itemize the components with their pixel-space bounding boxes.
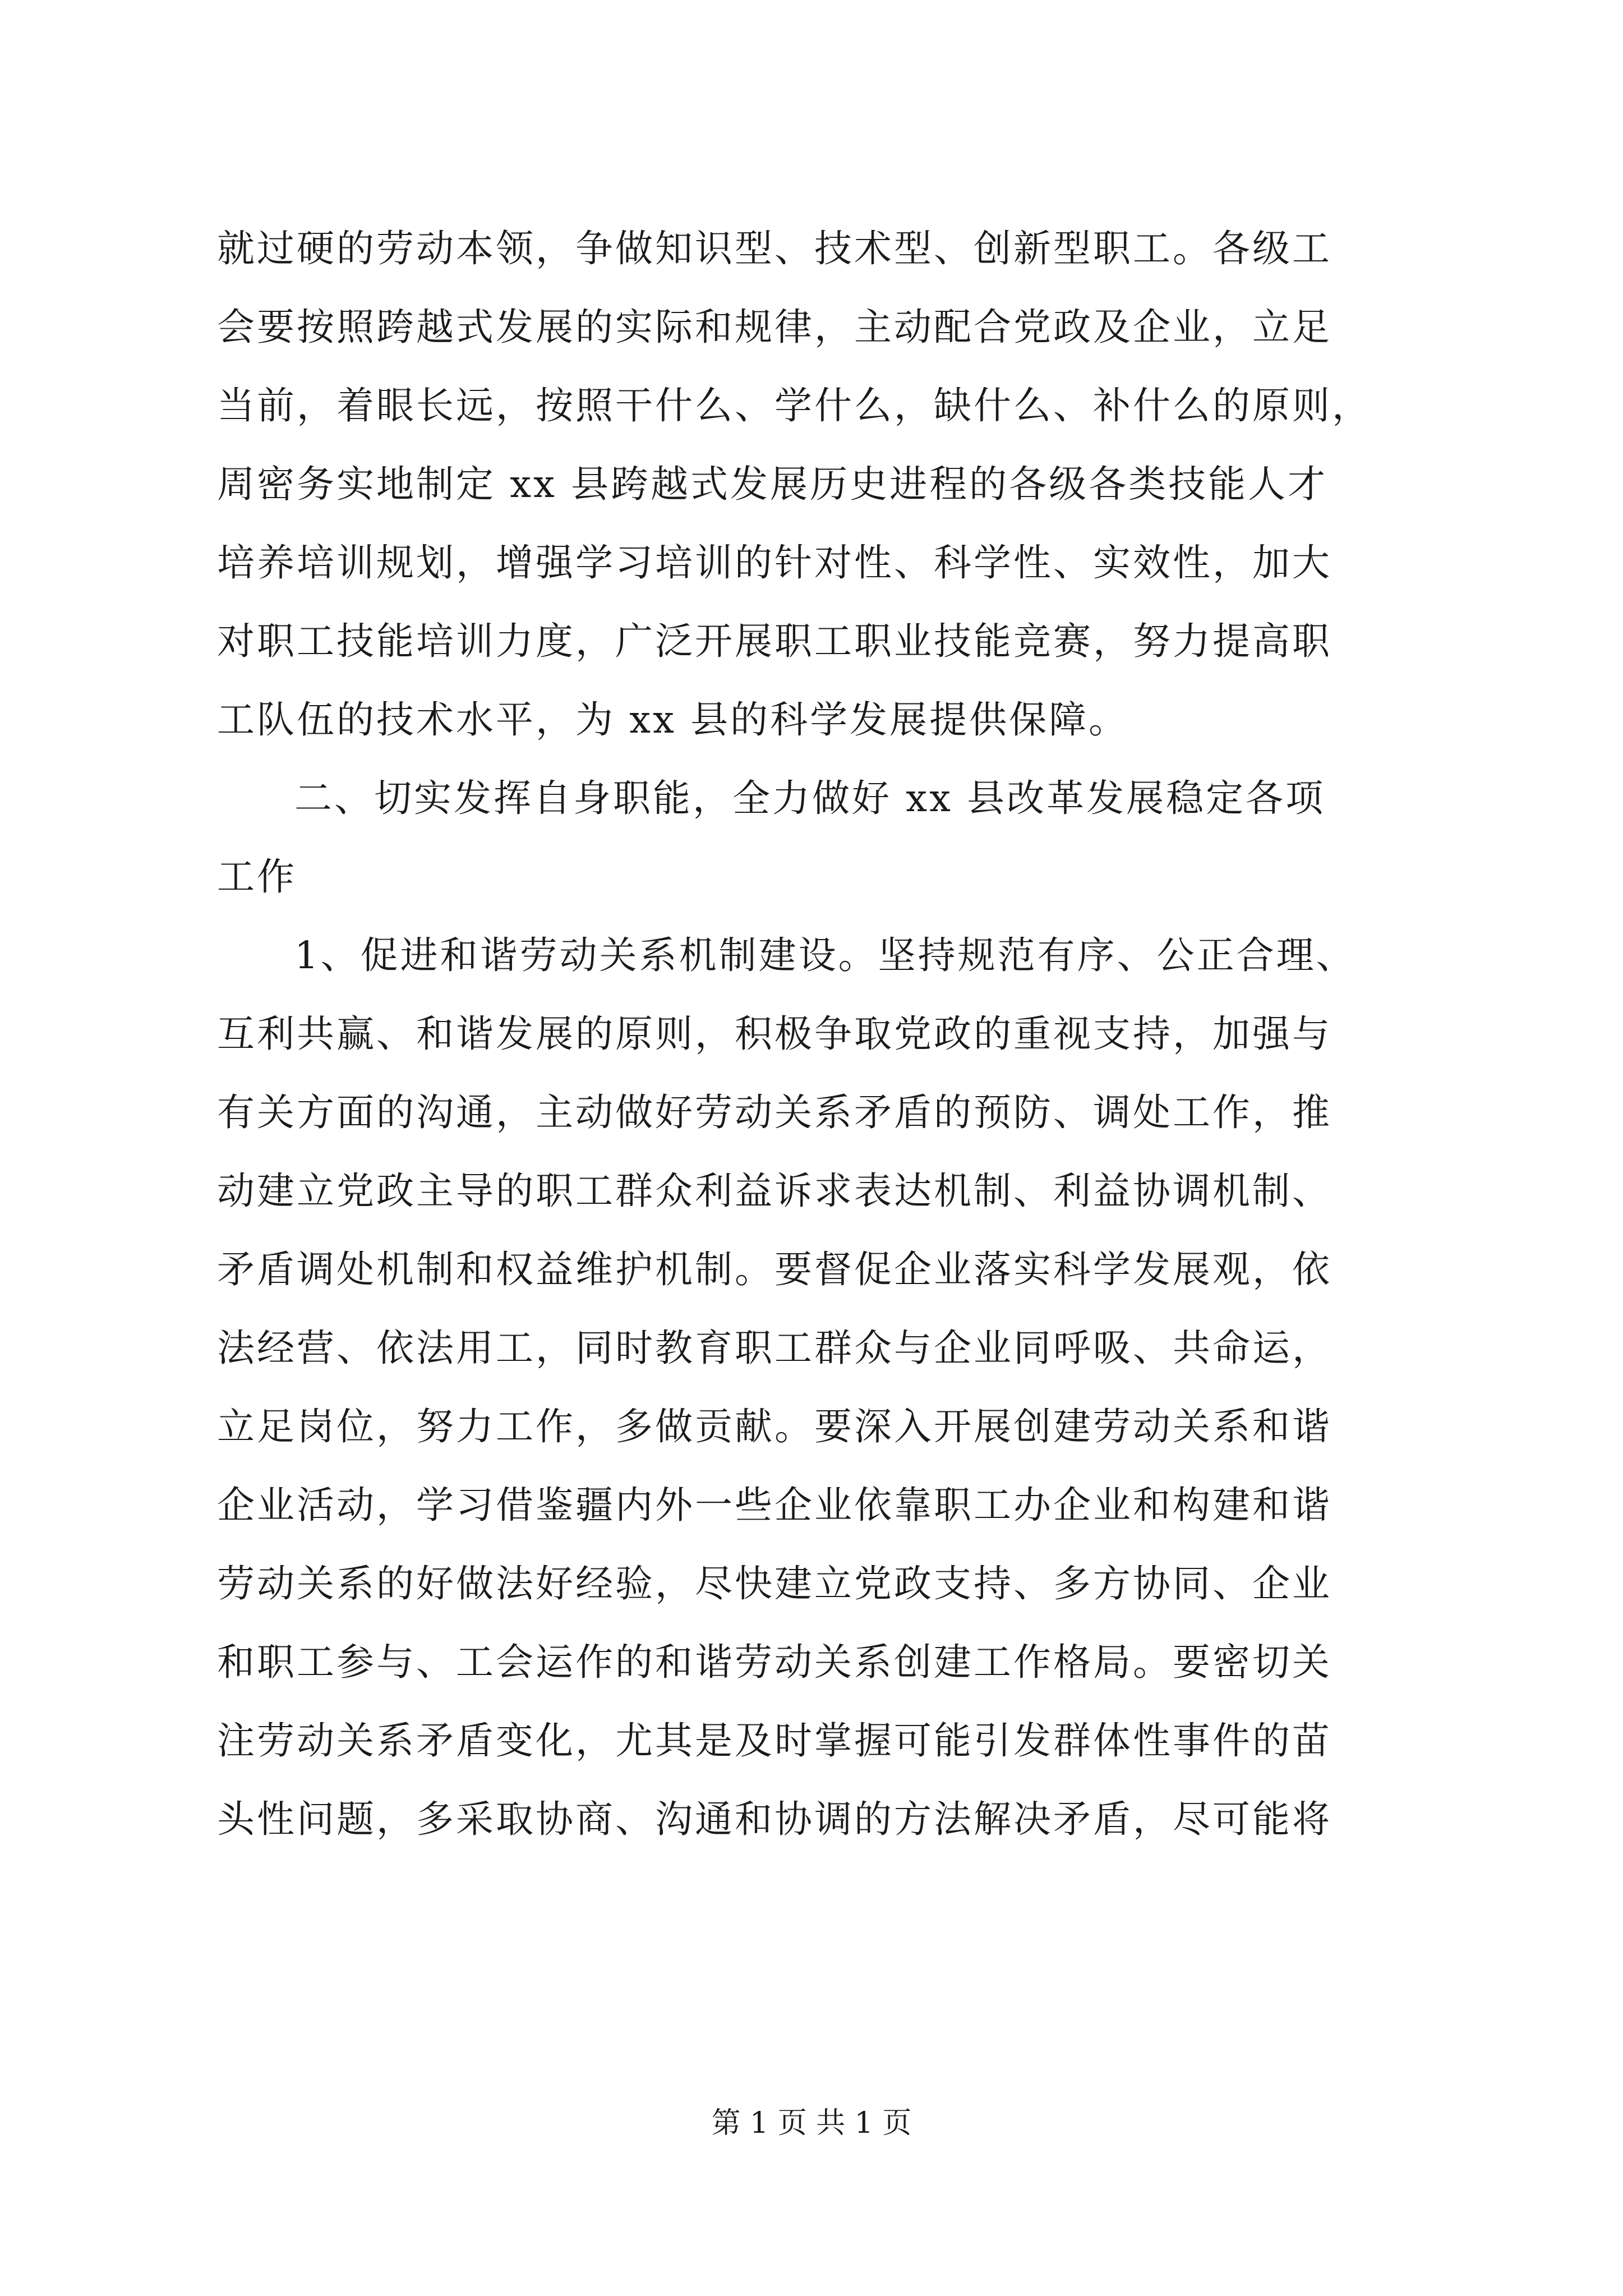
text-line: 头性问题，多采取协商、沟通和协调的方法解决矛盾，尽可能将 <box>217 1797 1332 1841</box>
text-line: 立足岗位，努力工作，多做贡献。要深入开展创建劳动关系和谐 <box>217 1405 1332 1448</box>
text-line: 劳动关系的好做法好经验，尽快建立党政支持、多方协同、企业 <box>217 1562 1332 1605</box>
text-line: 矛盾调处机制和权益维护机制。要督促企业落实科学发展观，依 <box>217 1248 1332 1291</box>
text-line: 对职工技能培训力度，广泛开展职工职业技能竞赛，努力提高职 <box>217 619 1332 663</box>
text-line: 互利共赢、和谐发展的原则，积极争取党政的重视支持，加强与 <box>217 1012 1332 1056</box>
section-heading-line: 工作 <box>217 855 297 899</box>
text-line: 1、促进和谐劳动关系机制建设。坚持规范有序、公正合理、 <box>294 933 1356 977</box>
text-line: 就过硬的劳动本领，争做知识型、技术型、创新型职工。各级工 <box>217 227 1332 270</box>
section-heading-line: 二、切实发挥自身职能，全力做好 xx 县改革发展稳定各项 <box>294 776 1326 820</box>
page-number-footer: 第 1 页 共 1 页 <box>711 2106 912 2140</box>
text-line: 周密务实地制定 xx 县跨越式发展历史进程的各级各类技能人才 <box>217 462 1328 506</box>
text-line: 当前，着眼长远，按照干什么、学什么，缺什么、补什么的原则， <box>217 384 1372 427</box>
text-line: 企业活动，学习借鉴疆内外一些企业依靠职工办企业和构建和谐 <box>217 1483 1332 1527</box>
text-line: 有关方面的沟通，主动做好劳动关系矛盾的预防、调处工作，推 <box>217 1091 1332 1134</box>
text-line: 注劳动关系矛盾变化，尤其是及时掌握可能引发群体性事件的苗 <box>217 1719 1332 1763</box>
text-line: 和职工参与、工会运作的和谐劳动关系创建工作格局。要密切关 <box>217 1640 1332 1684</box>
text-line: 工队伍的技术水平，为 xx 县的科学发展提供保障。 <box>217 698 1129 742</box>
text-line: 培养培训规划，增强学习培训的针对性、科学性、实效性，加大 <box>217 541 1332 585</box>
text-line: 法经营、依法用工，同时教育职工群众与企业同呼吸、共命运， <box>217 1326 1332 1370</box>
text-line: 动建立党政主导的职工群众利益诉求表达机制、利益协调机制、 <box>217 1169 1332 1213</box>
text-line: 会要按照跨越式发展的实际和规律，主动配合党政及企业，立足 <box>217 305 1332 349</box>
